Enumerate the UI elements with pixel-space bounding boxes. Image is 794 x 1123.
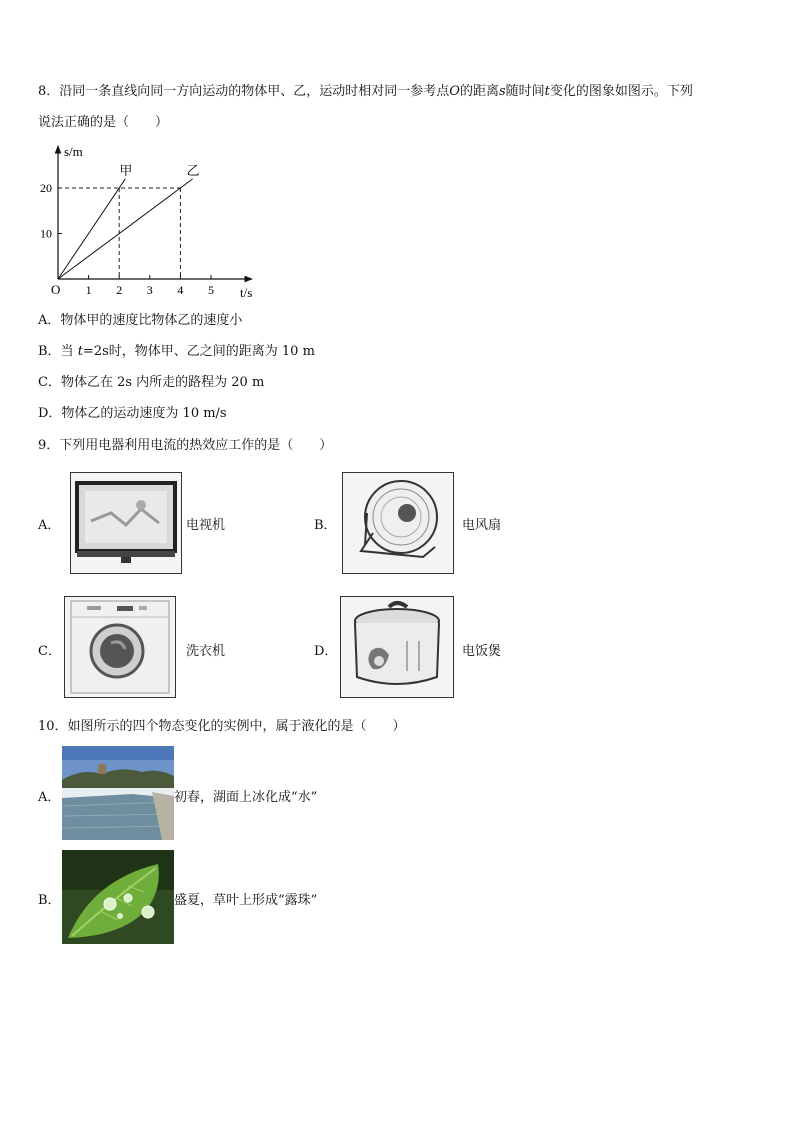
x-tick-label: 2 xyxy=(116,283,123,297)
series-label-jia: 甲 xyxy=(119,162,133,178)
x-axis-label: t/s xyxy=(240,285,253,300)
x-tick-label: 3 xyxy=(146,283,153,297)
rice-cooker-icon xyxy=(341,597,453,697)
washing-machine-image xyxy=(64,596,176,698)
q9-option-d-letter[interactable]: D． xyxy=(314,644,338,659)
q9-option-a-label: 电视机 xyxy=(186,518,226,533)
q8-option-b[interactable]: B．当 t=2s时，物体甲、乙之间的距离为 10 m xyxy=(38,344,315,359)
lake-image xyxy=(62,746,174,840)
x-tick-label: 4 xyxy=(177,283,184,297)
tv-image xyxy=(70,472,182,574)
q8-option-c[interactable]: C．物体乙在 2s 内所走的路程为 20 m xyxy=(38,375,265,390)
series-line-yi xyxy=(58,179,193,279)
q9-stem: 9．下列用电器利用电流的热效应工作的是（ ） xyxy=(38,438,333,453)
y-axis-label: s/m xyxy=(64,144,83,159)
leaf-icon xyxy=(62,850,174,944)
q9-option-c-letter[interactable]: C． xyxy=(38,644,61,659)
x-tick-label: 1 xyxy=(85,283,92,297)
lake-icon xyxy=(62,746,174,840)
y-tick-label: 20 xyxy=(40,181,52,195)
q8-option-d[interactable]: D．物体乙的运动速度为 10 m/s xyxy=(38,406,227,421)
q8-option-a[interactable]: A．物体甲的速度比物体乙的速度小 xyxy=(38,313,243,328)
q9-option-d-label: 电饭煲 xyxy=(462,644,502,659)
q10-option-a-label: 初春，湖面上冰化成“水” xyxy=(174,790,318,805)
q8-st-graph xyxy=(34,140,274,305)
x-tick-label: 5 xyxy=(208,283,214,297)
dew-leaf-image xyxy=(62,850,174,944)
series-label-yi: 乙 xyxy=(186,162,200,178)
q8-stem-line1: 8．沿同一条直线向同一方向运动的物体甲、乙，运动时相对同一参考点O的距离s随时间t变化的图象如图示。下列 xyxy=(38,84,693,99)
q10-option-b-letter[interactable]: B． xyxy=(38,893,61,908)
fan-image xyxy=(342,472,454,574)
q9-option-b-label: 电风扇 xyxy=(462,518,502,533)
y-tick-label: 10 xyxy=(40,226,52,241)
tv-icon xyxy=(71,473,181,573)
origin-label: O xyxy=(51,282,61,297)
washing-machine-icon xyxy=(65,597,175,697)
q10-option-b-label: 盛夏，草叶上形成“露珠” xyxy=(174,893,318,908)
q8-stem-line2: 说法正确的是（ ） xyxy=(38,115,169,130)
q9-option-c-label: 洗衣机 xyxy=(186,644,226,659)
rice-cooker-image xyxy=(340,596,454,698)
series-line-jia xyxy=(58,179,125,279)
q10-stem: 10．如图所示的四个物态变化的实例中，属于液化的是（ ） xyxy=(38,719,406,734)
q9-option-a-letter[interactable]: A． xyxy=(38,518,61,533)
q9-option-b-letter[interactable]: B． xyxy=(314,518,337,533)
fan-icon xyxy=(343,473,453,573)
q10-option-a-letter[interactable]: A． xyxy=(38,790,61,805)
